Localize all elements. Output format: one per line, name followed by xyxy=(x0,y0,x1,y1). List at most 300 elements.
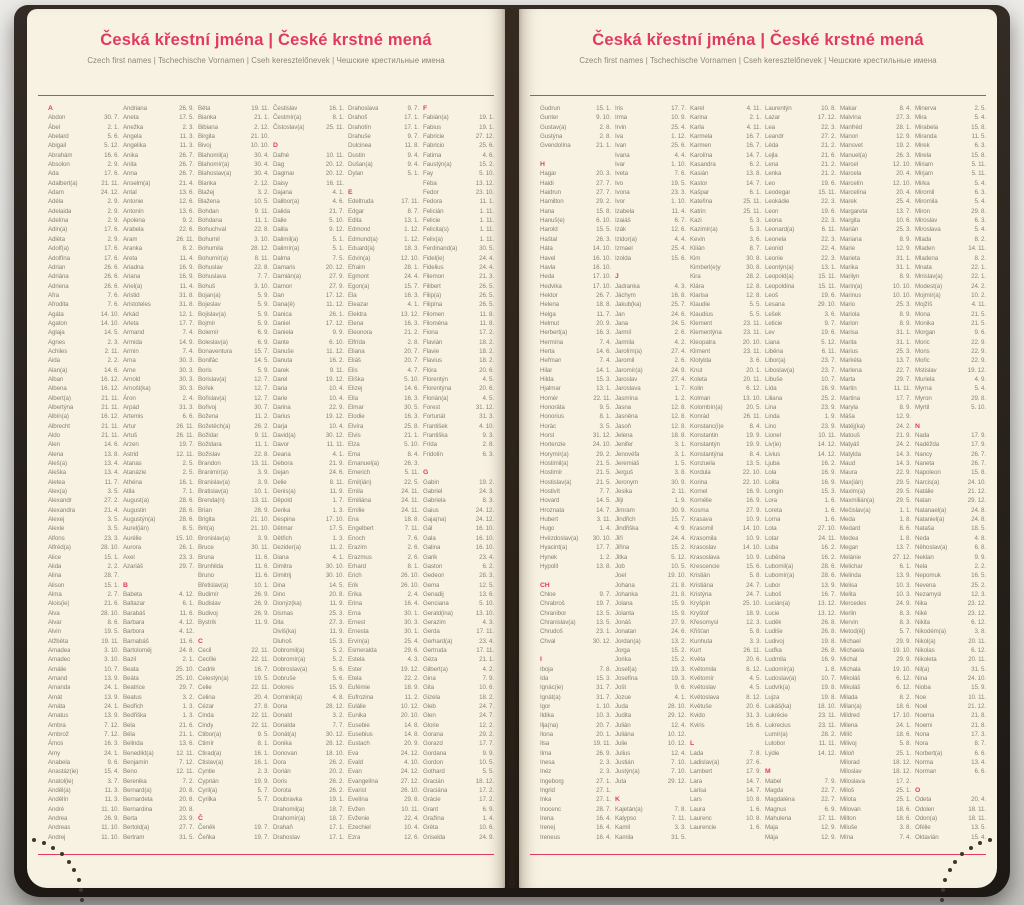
entry-date: 12. 8. xyxy=(746,291,761,299)
entry-name: Marlena xyxy=(840,366,862,374)
name-entry xyxy=(48,637,119,646)
spacer-row xyxy=(123,571,194,580)
name-entry xyxy=(915,683,986,692)
name-entry xyxy=(765,151,836,160)
entry-name: Arna xyxy=(123,357,136,365)
name-entry xyxy=(690,151,761,160)
entry-date: 23. 4. xyxy=(479,637,494,645)
spacer-row xyxy=(540,151,611,160)
name-entry xyxy=(423,571,494,580)
name-entry xyxy=(273,496,344,505)
entry-name: Ernest xyxy=(348,618,366,626)
entry-date: 10. 9. xyxy=(671,114,686,122)
entry-name: Miloš xyxy=(840,787,854,795)
name-entry xyxy=(348,702,419,711)
entry-name: Bohumil xyxy=(198,235,220,243)
entry-name: Cecil xyxy=(198,646,212,654)
entry-name: Mladen xyxy=(915,245,935,253)
entry-name: Gabriel xyxy=(423,488,443,496)
entry-date: 2. 9. xyxy=(107,235,119,243)
entry-date: 21. 4. xyxy=(179,179,194,187)
name-entry xyxy=(765,786,836,795)
name-entry xyxy=(690,366,761,375)
entry-name: Jesika xyxy=(615,488,632,496)
stitch-dot xyxy=(948,868,952,872)
entry-name: Marilyn xyxy=(840,273,860,281)
name-entry xyxy=(765,618,836,627)
entry-name: Ervín(a) xyxy=(348,637,370,645)
entry-date: 15. 7. xyxy=(254,347,269,355)
name-entry xyxy=(348,244,419,253)
name-entry xyxy=(915,655,986,664)
name-entry xyxy=(123,655,194,664)
entry-date: 15. 2. xyxy=(671,646,686,654)
entry-name: Blažena xyxy=(198,198,220,206)
name-entry xyxy=(48,244,119,253)
entry-name: Antonín xyxy=(123,207,144,215)
left-page xyxy=(27,9,505,888)
name-entry xyxy=(615,823,686,832)
entry-name: Leoš xyxy=(765,291,779,299)
name-entry xyxy=(690,646,761,655)
entry-date: 20. 12. xyxy=(325,263,344,271)
entry-name: Lorna xyxy=(765,516,781,524)
entry-name: Bonaventura xyxy=(198,347,232,355)
entry-name: Andělín xyxy=(48,796,69,804)
name-entry xyxy=(198,431,269,440)
name-entry xyxy=(198,132,269,141)
entry-date: 13. 10. xyxy=(475,609,494,617)
entry-date: 24. 8. xyxy=(971,516,986,524)
entry-name: Mirabela xyxy=(915,123,938,131)
name-column xyxy=(48,104,119,842)
entry-date: 6. 6. xyxy=(974,768,986,776)
entry-date: 13. 12. xyxy=(817,600,836,608)
name-entry xyxy=(690,758,761,767)
entry-date: 25. 6. xyxy=(671,142,686,150)
entry-name: Kurt xyxy=(690,646,701,654)
entry-name: Dobromil(a) xyxy=(273,646,305,654)
entry-date: 22. 3. xyxy=(821,254,836,262)
entry-name: Eva xyxy=(348,749,359,757)
entry-name: Mildred xyxy=(840,712,860,720)
entry-name: Lada xyxy=(690,749,704,757)
name-entry xyxy=(915,450,986,459)
name-entry xyxy=(690,132,761,141)
entry-date: 26. 11. xyxy=(176,422,194,430)
name-entry xyxy=(765,160,836,169)
entry-name: Helmut xyxy=(540,319,559,327)
name-entry xyxy=(690,618,761,627)
entry-date: 30. 3. xyxy=(179,375,194,383)
name-entry xyxy=(423,795,494,804)
name-entry xyxy=(840,197,911,206)
entry-date: 8. 6. xyxy=(107,618,119,626)
entry-date: 9. 6. xyxy=(107,759,119,767)
name-entry xyxy=(348,235,419,244)
entry-name: Andrej xyxy=(48,833,66,841)
entry-date: 28. 7. xyxy=(104,572,119,580)
entry-date: 21. 5. xyxy=(596,478,611,486)
name-entry xyxy=(123,291,194,300)
entry-name: Berenika xyxy=(123,777,147,785)
name-entry xyxy=(423,553,494,562)
entry-date: 12. 8. xyxy=(671,404,686,411)
entry-name: Izidor(a) xyxy=(615,235,637,243)
entry-name: Miron xyxy=(915,207,930,215)
entry-name: Emerich xyxy=(348,469,370,477)
name-entry xyxy=(123,599,194,608)
entry-name: Ivo xyxy=(615,179,623,187)
entry-name: Linda xyxy=(765,413,780,421)
entry-name: Evarist xyxy=(348,787,367,795)
entry-date: 26. 3. xyxy=(596,235,611,243)
entry-date: 13. 9. xyxy=(104,693,119,701)
entry-name: Leandr xyxy=(765,133,784,141)
entry-name: Bojislav(a) xyxy=(198,310,226,318)
entry-date: 10. 5. xyxy=(254,198,269,206)
entry-date: 30. 1. xyxy=(404,628,419,636)
entry-name: Čeněk xyxy=(198,824,216,832)
entry-date: 21. 6. xyxy=(179,721,194,729)
entry-date: 30. 9. xyxy=(671,478,686,486)
entry-name: Gordon xyxy=(423,759,444,767)
entry-date: 19. 3. xyxy=(671,674,686,682)
entry-name: Cindy xyxy=(198,721,214,729)
name-entry xyxy=(765,291,836,300)
entry-date: 19. 10. xyxy=(892,665,911,673)
entry-name: Iveta xyxy=(615,170,628,178)
name-entry xyxy=(615,646,686,655)
name-entry xyxy=(765,328,836,337)
entry-name: Astrid xyxy=(123,450,139,458)
entry-date: 13. 5. xyxy=(746,460,761,468)
name-entry xyxy=(423,599,494,608)
entry-date: 13. 6. xyxy=(479,590,494,598)
entry-date: 8. 2. xyxy=(974,235,986,243)
name-entry xyxy=(48,216,119,225)
name-entry xyxy=(123,254,194,263)
entry-date: 25. 3. xyxy=(896,347,911,355)
entry-date: 25. 10. xyxy=(175,665,194,673)
name-entry xyxy=(273,179,344,188)
entry-name: Artemis xyxy=(123,413,144,421)
name-entry xyxy=(540,104,611,113)
entry-name: Dismas xyxy=(273,609,294,617)
entry-date: 2. 3. xyxy=(599,768,611,776)
name-entry xyxy=(348,814,419,823)
entry-name: Jiljí xyxy=(615,497,624,505)
entry-date: 19. 7. xyxy=(254,824,269,832)
entry-date: 8. 1. xyxy=(599,413,611,421)
name-entry xyxy=(915,515,986,524)
entry-name: Marinus xyxy=(840,291,862,299)
name-entry xyxy=(48,394,119,403)
name-entry xyxy=(690,291,761,300)
entry-date: 19. 9. xyxy=(746,441,761,449)
entry-name: Gál xyxy=(423,525,433,533)
entry-date: 11. 11. xyxy=(818,740,836,748)
entry-date: 22. 11. xyxy=(251,721,269,729)
entry-name: Brit(a) xyxy=(198,525,215,533)
entry-date: 18. 6. xyxy=(896,805,911,813)
name-entry xyxy=(273,777,344,786)
entry-name: Marisa xyxy=(840,329,858,337)
entry-name: Leopold(a) xyxy=(765,273,794,281)
entry-date: 16. 3. xyxy=(596,329,611,337)
entry-date: 22. 4. xyxy=(821,245,836,253)
name-entry xyxy=(540,263,611,272)
entry-date: 7. 6. xyxy=(107,291,119,299)
entry-name: Arabela xyxy=(123,226,144,234)
entry-date: 20. 9. xyxy=(596,319,611,327)
entry-name: Filomen xyxy=(423,310,445,318)
entry-date: 19. 12. xyxy=(400,665,419,673)
name-entry xyxy=(348,468,419,477)
entry-date: 12. 8. xyxy=(671,422,686,430)
entry-name: Amatus xyxy=(48,712,69,720)
entry-date: 16. 7. xyxy=(254,665,269,673)
name-entry xyxy=(615,562,686,571)
entry-name: Aletea xyxy=(48,478,65,486)
entry-name: Gvendolína xyxy=(540,142,571,150)
entry-name: Čestmír(a) xyxy=(273,114,302,122)
entry-name: Cyprián xyxy=(198,777,219,785)
entry-date: 20. 7. xyxy=(404,357,419,365)
name-entry xyxy=(348,291,419,300)
name-entry xyxy=(348,225,419,234)
entry-date: 27. 6. xyxy=(746,759,761,767)
name-entry xyxy=(48,151,119,160)
entry-date: 22. 10. xyxy=(742,478,761,486)
entry-date: 14. 1. xyxy=(596,366,611,374)
name-entry xyxy=(840,104,911,113)
entry-date: 17. 11. xyxy=(818,815,836,823)
entry-date: 9. 5. xyxy=(599,404,611,411)
name-entry xyxy=(348,254,419,263)
entry-name: Marcel xyxy=(840,161,858,169)
name-entry xyxy=(48,356,119,365)
entry-date: 9. 9. xyxy=(332,329,344,337)
entry-name: Hroznata xyxy=(540,506,565,514)
entry-name: Elfrída xyxy=(348,338,366,346)
entry-date: 24. 7. xyxy=(479,712,494,720)
entry-date: 26. 9. xyxy=(179,105,194,112)
name-entry xyxy=(198,160,269,169)
name-entry xyxy=(765,581,836,590)
entry-date: 13. 9. xyxy=(104,712,119,720)
entry-name: Natanael(a) xyxy=(915,506,947,514)
entry-date: 10. 1. xyxy=(254,488,269,496)
name-entry xyxy=(423,534,494,543)
entry-name: Krasomila xyxy=(690,534,717,542)
entry-date: 31. 8. xyxy=(179,301,194,309)
entry-date: 18. 11. xyxy=(968,815,986,823)
entry-date: 13. 6. xyxy=(179,189,194,197)
entry-name: Blahoslav(a) xyxy=(198,170,232,178)
entry-name: Dino xyxy=(273,590,286,598)
entry-name: Lota xyxy=(765,525,777,533)
entry-name: Miromila xyxy=(915,198,938,206)
entry-date: 27. 10. xyxy=(817,525,836,533)
entry-name: Filip(a) xyxy=(423,291,442,299)
name-entry xyxy=(840,786,911,795)
entry-date: 16. 3. xyxy=(104,740,119,748)
entry-name: Kryštof xyxy=(690,609,709,617)
entry-name: Albertýna xyxy=(48,404,74,411)
name-entry xyxy=(540,805,611,814)
name-entry xyxy=(123,730,194,739)
entry-date: 15. 9. xyxy=(671,600,686,608)
entry-date: 5. 3. xyxy=(749,217,761,225)
name-entry xyxy=(615,123,686,132)
entry-date: 21. 11. xyxy=(101,432,119,440)
entry-date: 17. 12. xyxy=(325,291,344,299)
name-entry xyxy=(690,599,761,608)
entry-name: Laurencie xyxy=(690,824,717,832)
entry-date: 2. 5. xyxy=(182,469,194,477)
entry-date: 9. 5. xyxy=(257,731,269,739)
entry-date: 30. 4. xyxy=(254,161,269,169)
name-entry xyxy=(48,655,119,664)
entry-name: Florentýn xyxy=(423,375,448,383)
name-entry xyxy=(423,440,494,449)
entry-date: 27. 7. xyxy=(596,179,611,187)
entry-date: 21. 12. xyxy=(967,488,986,496)
name-entry xyxy=(123,739,194,748)
entry-name: Milton xyxy=(840,815,856,823)
entry-name: Květomír xyxy=(690,674,714,682)
entry-date: 24. 4. xyxy=(479,254,494,262)
name-entry xyxy=(198,599,269,608)
entry-name: Kunhuta xyxy=(690,637,713,645)
name-entry xyxy=(540,478,611,487)
entry-name: Muriela xyxy=(915,375,935,383)
entry-date: 5. 10. xyxy=(329,217,344,225)
entry-date: 26. 9. xyxy=(104,815,119,823)
entry-name: Ivan xyxy=(615,142,627,150)
name-entry xyxy=(348,113,419,122)
name-entry xyxy=(348,282,419,291)
entry-date: 10. 6. xyxy=(479,824,494,832)
entry-name: Borislav(a) xyxy=(198,375,227,383)
name-entry xyxy=(690,160,761,169)
entry-name: Aristid xyxy=(123,291,140,299)
entry-date: 8. 1. xyxy=(407,562,419,570)
entry-name: Melita xyxy=(840,590,856,598)
entry-date: 12. 9. xyxy=(821,833,836,841)
name-entry xyxy=(123,422,194,431)
entry-name: Grácie xyxy=(423,796,441,804)
name-entry xyxy=(48,468,119,477)
entry-date: 17. 2. xyxy=(479,787,494,795)
entry-name: Gina xyxy=(423,674,436,682)
stitch-dot xyxy=(978,841,982,845)
name-entry xyxy=(540,394,611,403)
name-entry xyxy=(690,188,761,197)
entry-name: Etela xyxy=(348,674,362,682)
entry-name: Johanka xyxy=(615,590,638,598)
name-entry xyxy=(198,524,269,533)
name-entry xyxy=(840,459,911,468)
name-entry xyxy=(840,665,911,674)
entry-name: Joel xyxy=(615,572,626,580)
name-entry xyxy=(615,459,686,468)
name-entry xyxy=(123,375,194,384)
name-entry xyxy=(765,674,836,683)
entry-name: Hedvika xyxy=(540,282,562,290)
entry-date: 8. 9. xyxy=(899,273,911,281)
entry-name: Matěj(ka) xyxy=(840,422,865,430)
entry-name: Erich xyxy=(348,572,362,580)
entry-date: 31. 5. xyxy=(971,665,986,673)
entry-name: Jošt xyxy=(615,684,626,692)
name-entry xyxy=(423,328,494,337)
entry-date: 20. 8. xyxy=(329,590,344,598)
name-entry xyxy=(48,702,119,711)
name-entry xyxy=(123,235,194,244)
entry-name: Alexandra xyxy=(48,506,75,514)
spacer-row xyxy=(690,730,761,739)
entry-name: Mikoláš xyxy=(840,674,861,682)
entry-date: 11. 8. xyxy=(404,142,419,150)
entry-name: Athéna xyxy=(123,478,143,486)
entry-name: Ctislav(a) xyxy=(198,759,224,767)
entry-date: 31. 3. xyxy=(746,712,761,720)
entry-date: 16. 3. xyxy=(404,413,419,421)
entry-date: 8. 2. xyxy=(182,245,194,253)
entry-date: 1. 9. xyxy=(824,413,836,421)
entry-date: 17. 5. xyxy=(329,525,344,533)
entry-date: 6. 6. xyxy=(182,413,194,421)
entry-date: 17. 1. xyxy=(329,833,344,841)
name-entry xyxy=(690,403,761,412)
entry-name: Jolanta xyxy=(615,609,635,617)
entry-date: 27. 9. xyxy=(746,506,761,514)
name-entry xyxy=(540,235,611,244)
entry-name: Max(ián) xyxy=(840,478,864,486)
entry-name: Matyáš xyxy=(840,441,860,449)
entry-name: Kosma xyxy=(690,506,709,514)
name-entry xyxy=(198,749,269,758)
name-entry xyxy=(48,431,119,440)
entry-name: Gudrun xyxy=(540,105,561,112)
entry-name: Egon(a) xyxy=(348,282,370,290)
entry-name: Noemi xyxy=(915,721,933,729)
entry-name: Manon xyxy=(840,133,859,141)
entry-name: Jerguš xyxy=(615,469,633,477)
entry-date: 30. 12. xyxy=(325,731,344,739)
name-entry xyxy=(48,487,119,496)
name-entry xyxy=(273,394,344,403)
entry-date: 25. 3. xyxy=(896,301,911,309)
entry-name: Lea xyxy=(765,123,776,131)
entry-name: Bořislav(a) xyxy=(198,394,227,402)
name-entry xyxy=(690,496,761,505)
entry-name: Danuta xyxy=(273,357,293,365)
name-entry xyxy=(615,244,686,253)
entry-name: Mona xyxy=(915,310,931,318)
entry-name: Ljuba xyxy=(765,460,780,468)
entry-date: 20. 4. xyxy=(896,189,911,197)
entry-date: 27. 2. xyxy=(821,133,836,141)
name-entry xyxy=(48,113,119,122)
name-entry xyxy=(348,496,419,505)
entry-date: 3. 9. xyxy=(257,469,269,477)
entry-date: 16. 2. xyxy=(821,460,836,468)
entry-date: 19. 7. xyxy=(179,441,194,449)
entry-date: 10. 3. xyxy=(896,590,911,598)
